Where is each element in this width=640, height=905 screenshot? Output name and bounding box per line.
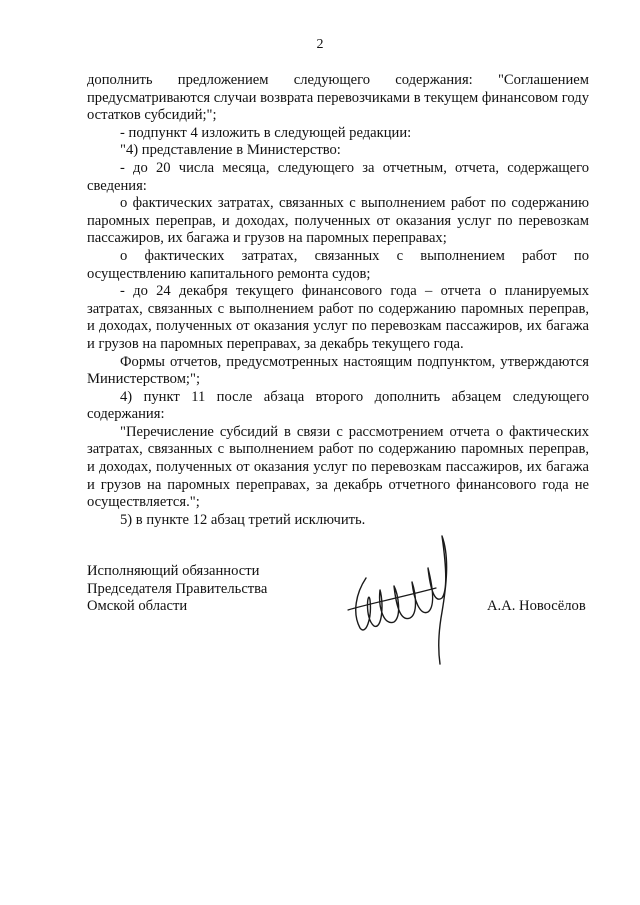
paragraph-item-12: 5) в пункте 12 абзац третий исключить. xyxy=(120,511,366,528)
signatory-title-line-2: Председателя Правительства xyxy=(87,580,268,597)
signatory-title-line-1: Исполняющий обязанности xyxy=(87,563,260,579)
paragraph-actual-costs-ferries: о фактических затратах, связанных с выполнением работ по содержанию паромных переправ, и доходах, полученных от оказания услуг по перевозкам пассажиров, их багажа и грузов на паромных переправах; xyxy=(87,195,589,247)
signatory-title xyxy=(87,563,267,616)
document-body xyxy=(87,72,589,529)
signatory-title-line-3: Омской области xyxy=(87,598,188,615)
signer-name: А.А. Новосёлов xyxy=(487,598,586,614)
paragraph-continuation: дополнить предложением следующего содержания: "Соглашением предусматриваются случаи возврата перевозчиками в текущем финансовом году остатков субсидий;"; xyxy=(87,72,589,124)
paragraph-item-11: 4) пункт 11 после абзаца второго дополнить абзацем следующего содержания: xyxy=(87,388,589,423)
paragraph-actual-costs-repair: о фактических затратах, связанных с выполнением работ по осуществлению капитального ремонта судов; xyxy=(87,247,589,282)
paragraph-item-4: "4) представление в Министерство: xyxy=(120,142,341,159)
page-number: 2 xyxy=(316,37,324,52)
paragraph-report-forms: Формы отчетов, предусмотренных настоящим подпунктом, утверждаются Министерством;"; xyxy=(87,353,589,388)
handwritten-signature xyxy=(338,518,468,668)
paragraph-subitem-4-intro: - подпункт 4 изложить в следующей редакции: xyxy=(120,124,412,141)
paragraph-december-report: - до 24 декабря текущего финансового года – отчета о планируемых затратах, связанных с выполнением работ по содержанию паромных переправ, и доходах, полученных от оказания услуг по перевозкам пассажиров, их багажа и грузов на паромных переправах, за декабрь текущего года. xyxy=(87,283,589,352)
paragraph-monthly-report: - до 20 числа месяца, следующего за отчетным, отчета, содержащего сведения: xyxy=(87,159,589,194)
paragraph-transfer-subsidies: "Перечисление субсидий в связи с рассмотрением отчета о фактических затратах, связанных с выполнением работ по содержанию паромных переправ, и доходах, полученных от оказания услуг по перевозкам пассажиров, их багажа и грузов на паромных переправах, за декабрь отчетного финансового года не осуществляется."; xyxy=(87,423,589,511)
